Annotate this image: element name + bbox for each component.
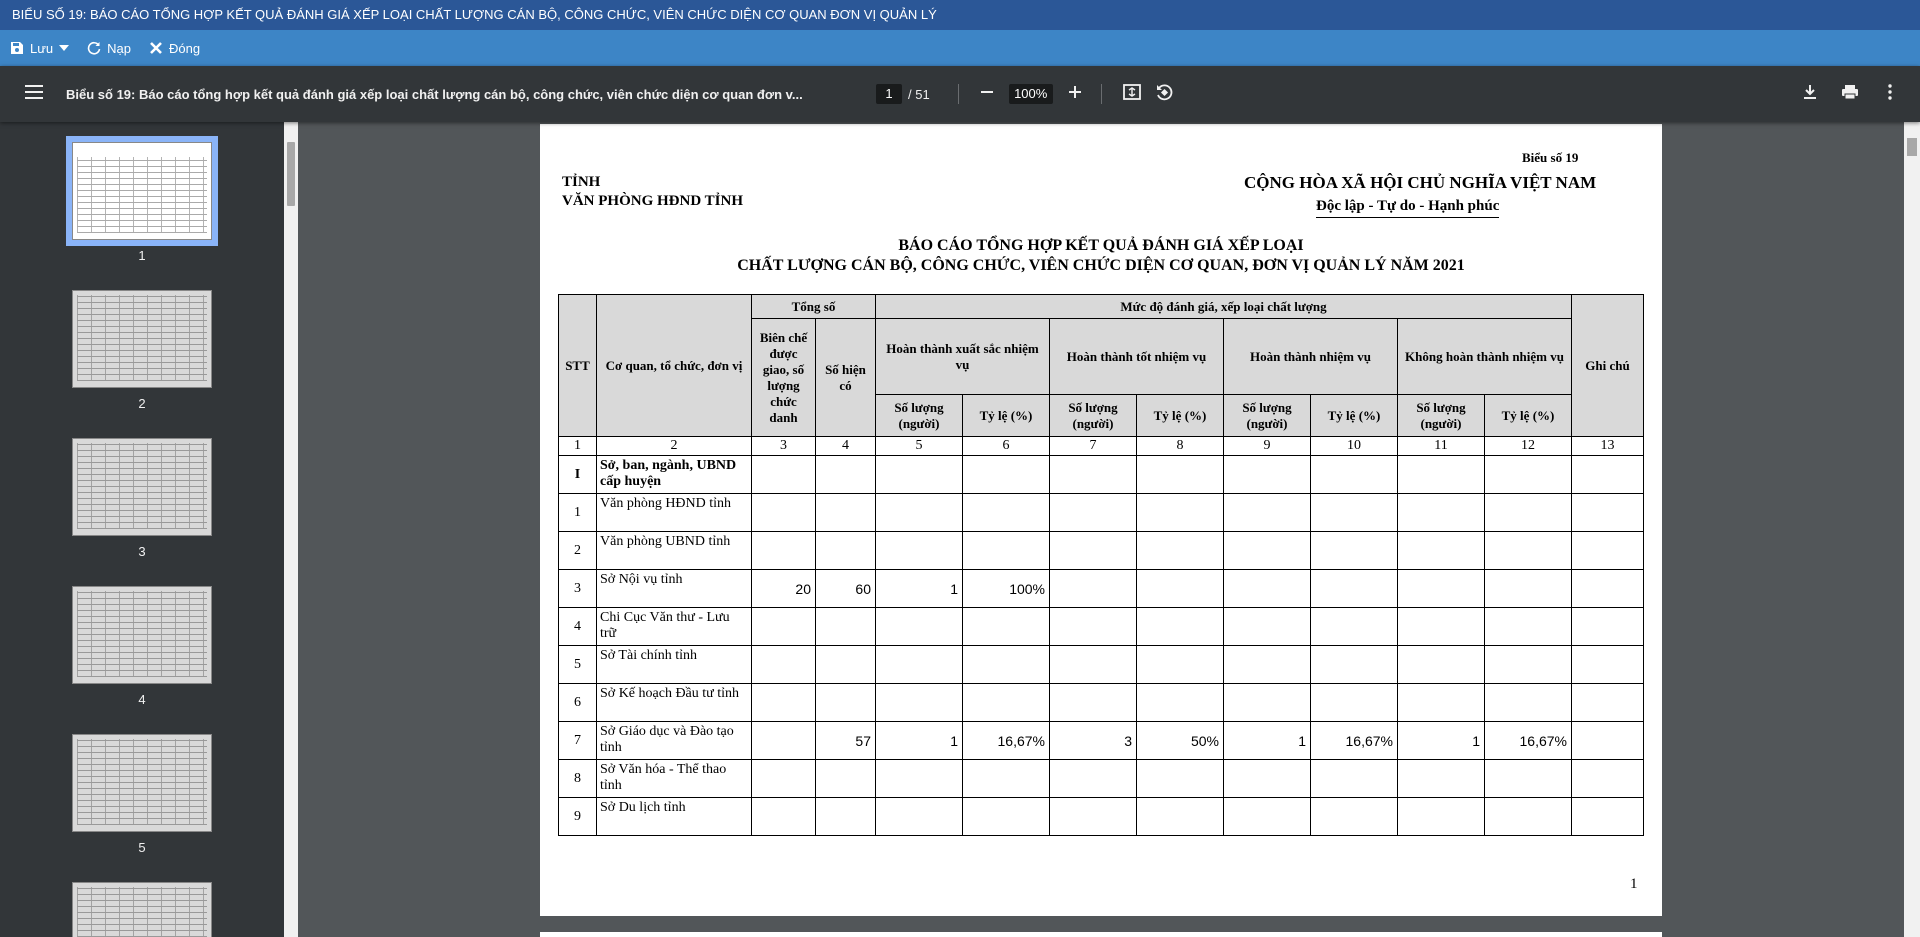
row-value-cell: 57 [816,722,876,760]
column-number-cell: 8 [1137,437,1224,456]
row-value-cell [1050,760,1137,798]
row-value-cell: 1 [876,722,963,760]
thumbnail-image [72,882,212,937]
row-value-cell [1137,798,1224,836]
right-tools [1794,78,1906,110]
app-toolbar [0,30,1920,66]
row-value-cell: 1 [1398,722,1485,760]
row-value-cell [816,646,876,684]
thumbnail-image [72,142,212,240]
form-number: Biểu số 19 [1522,150,1579,165]
report-table [558,294,1644,836]
sidebar-scrollbar[interactable] [284,122,298,937]
row-value-cell: 20 [752,570,816,608]
row-value-cell [1398,760,1485,798]
row-value-cell [816,456,876,494]
main-scrollbar-thumb[interactable] [1907,138,1917,156]
row-value-cell [963,646,1050,684]
row-value-cell [876,608,963,646]
row-value-cell [1137,608,1224,646]
save-button[interactable] [10,41,69,56]
row-value-cell [963,608,1050,646]
row-value-cell [1224,494,1311,532]
national-title: CỘNG HÒA XÃ HỘI CHỦ NGHĨA VIỆT NAM [1244,173,1597,192]
header-so-luong: Số lượng (người) [1398,395,1485,437]
row-value-cell: 3 [1050,722,1137,760]
row-stt: 6 [559,684,597,722]
row-value-cell [752,494,816,532]
table-row [559,532,1644,570]
row-value-cell [1485,456,1572,494]
row-value-cell [1572,684,1644,722]
row-value-cell [1311,684,1398,722]
row-value-cell [1485,532,1572,570]
page-thumbnail[interactable] [72,882,212,937]
table-row [559,494,1644,532]
row-stt: 9 [559,798,597,836]
row-value-cell [1485,684,1572,722]
row-value-cell: 16,67% [963,722,1050,760]
save-label: Lưu [30,40,54,56]
refresh-icon [87,41,101,55]
row-value-cell [1485,608,1572,646]
row-value-cell: 16,67% [1311,722,1398,760]
row-value-cell [963,494,1050,532]
zoom-out-button[interactable] [973,80,1001,108]
row-stt: 5 [559,646,597,684]
thumbnail-image [72,734,212,832]
row-value-cell: 60 [816,570,876,608]
page-thumbnail[interactable] [72,142,212,263]
column-number-cell: 11 [1398,437,1485,456]
row-value-cell [876,760,963,798]
next-document-page [540,932,1662,937]
close-icon [149,41,163,55]
fit-page-button[interactable] [1116,78,1148,110]
row-value-cell [1311,646,1398,684]
header-httot: Hoàn thành tốt nhiệm vụ [1050,319,1224,395]
row-value-cell [1137,684,1224,722]
row-value-cell [1572,608,1644,646]
row-value-cell [752,646,816,684]
header-so-luong: Số lượng (người) [1050,395,1137,437]
header-stt: STT [559,295,597,437]
header-ty-le: Tỷ lệ (%) [1311,395,1398,437]
row-value-cell [1572,570,1644,608]
office-label: VĂN PHÒNG HĐND TỈNH [562,193,743,209]
row-value-cell [876,532,963,570]
row-value-cell [1050,646,1137,684]
page-thumbnail[interactable] [72,586,212,707]
row-stt: 4 [559,608,597,646]
row-value-cell [1137,570,1224,608]
row-value-cell [1572,646,1644,684]
row-value-cell [1398,684,1485,722]
close-button[interactable] [149,41,200,56]
header-ht: Hoàn thành nhiệm vụ [1224,319,1398,395]
row-value-cell [963,532,1050,570]
row-value-cell [816,494,876,532]
row-value-cell [1224,570,1311,608]
row-value-cell [1311,456,1398,494]
row-value-cell [752,684,816,722]
sidebar-scrollbar-thumb[interactable] [287,142,295,206]
row-organization-name: Văn phòng HĐND tỉnh [597,494,752,532]
pdf-toolbar [0,66,1920,122]
row-value-cell [963,798,1050,836]
header-htxs: Hoàn thành xuất sắc nhiệm vụ [876,319,1050,395]
row-value-cell [1311,532,1398,570]
row-value-cell [1485,798,1572,836]
row-value-cell [1224,798,1311,836]
table-row [559,456,1644,494]
header-kht: Không hoàn thành nhiệm vụ [1398,319,1572,395]
table-row [559,646,1644,684]
row-value-cell [1224,456,1311,494]
page-number-input[interactable]: 1 [876,84,902,104]
table-row [559,798,1644,836]
row-value-cell [1572,798,1644,836]
column-number-cell: 12 [1485,437,1572,456]
thumbnail-image [72,290,212,388]
row-value-cell [1572,456,1644,494]
row-organization-name: Sở, ban, ngành, UBND cấp huyện [597,456,752,494]
row-value-cell [1137,494,1224,532]
document-title: Biểu số 19: Báo cáo tổng hợp kết quả đánh giá xếp loại chất lượng cán bộ, công chức, viên chức diện cơ quan đơn v... [66,86,803,102]
row-value-cell [1572,532,1644,570]
row-value-cell [1311,570,1398,608]
row-stt: 3 [559,570,597,608]
toolbar-divider [1101,84,1102,104]
row-value-cell [963,760,1050,798]
row-value-cell [1137,532,1224,570]
thumbnail-image [72,586,212,684]
column-number-cell: 4 [816,437,876,456]
column-number-cell: 9 [1224,437,1311,456]
row-stt: 2 [559,532,597,570]
zoom-in-button[interactable] [1061,80,1089,108]
row-value-cell [1137,760,1224,798]
rotate-icon [1155,83,1173,106]
row-organization-name: Sở Tài chính tỉnh [597,646,752,684]
row-value-cell [1224,684,1311,722]
thumbnail-label: 5 [138,840,146,855]
report-title-line2: CHẤT LƯỢNG CÁN BỘ, CÔNG CHỨC, VIÊN CHỨC DIỆN CƠ QUAN, ĐƠN VỊ QUẢN LÝ NĂM 2021 [737,257,1465,274]
row-value-cell: 100% [963,570,1050,608]
plus-icon [1068,85,1082,104]
toolbar-divider [958,84,959,104]
row-value-cell [752,760,816,798]
main-scrollbar[interactable] [1904,122,1920,937]
row-value-cell [816,608,876,646]
minus-icon [980,85,994,104]
row-value-cell [1485,494,1572,532]
row-value-cell [876,684,963,722]
national-motto: Độc lập - Tự do - Hạnh phúc [1316,198,1499,218]
row-stt: 7 [559,722,597,760]
total-pages: / 51 [908,86,930,102]
row-value-cell [1224,760,1311,798]
column-number-cell: 10 [1311,437,1398,456]
issuing-agency [562,173,743,211]
row-value-cell [1398,570,1485,608]
column-number-cell: 5 [876,437,963,456]
header-ty-le: Tỷ lệ (%) [1137,395,1224,437]
row-value-cell [876,646,963,684]
row-value-cell [876,798,963,836]
row-value-cell [1311,798,1398,836]
header-co-quan: Cơ quan, tổ chức, đơn vị [597,295,752,437]
row-stt: 8 [559,760,597,798]
row-value-cell [1311,608,1398,646]
column-number-row [559,437,1644,456]
row-value-cell [1398,798,1485,836]
row-value-cell [1572,760,1644,798]
table-row [559,684,1644,722]
row-value-cell [1398,532,1485,570]
row-value-cell: 1 [876,570,963,608]
page-thumbnail[interactable] [72,290,212,411]
rotate-button[interactable] [1148,78,1180,110]
row-value-cell [1398,456,1485,494]
page-thumbnail[interactable] [72,438,212,559]
table-row [559,570,1644,608]
table-row [559,760,1644,798]
row-value-cell [1311,760,1398,798]
row-value-cell [816,760,876,798]
row-organization-name: Sở Nội vụ tỉnh [597,570,752,608]
column-number-cell: 6 [963,437,1050,456]
thumbnail-label: 2 [138,396,146,411]
column-number-cell: 1 [559,437,597,456]
row-value-cell [963,684,1050,722]
row-value-cell [816,684,876,722]
row-value-cell [1050,684,1137,722]
row-value-cell [752,722,816,760]
thumbnail-sidebar [0,122,298,937]
row-stt: I [559,456,597,494]
row-value-cell [752,532,816,570]
row-organization-name: Sở Giáo dục và Đào tạo tỉnh [597,722,752,760]
page-number: 1 [1630,876,1638,892]
page-thumbnail[interactable] [72,734,212,855]
thumbnail-label: 4 [138,692,146,707]
floppy-icon [10,41,24,55]
row-value-cell [1224,608,1311,646]
row-value-cell [1224,532,1311,570]
row-stt: 1 [559,494,597,532]
row-value-cell [963,456,1050,494]
row-value-cell [1398,608,1485,646]
row-value-cell [1224,646,1311,684]
row-value-cell [1485,646,1572,684]
window-title: BIỂU SỐ 19: BÁO CÁO TỔNG HỢP KẾT QUẢ ĐÁNH GIÁ XẾP LOẠI CHẤT LƯỢNG CÁN BỘ, CÔNG CHỨC, VIÊN CHỨC DIỆN CƠ QUAN ĐƠN VỊ QUẢN LÝ [0,0,1920,30]
header-ty-le: Tỷ lệ (%) [1485,395,1572,437]
row-value-cell [1398,494,1485,532]
row-value-cell: 50% [1137,722,1224,760]
row-value-cell: 16,67% [1485,722,1572,760]
thumbnail-image [72,438,212,536]
header-ghi-chu: Ghi chú [1572,295,1644,437]
row-value-cell [1050,494,1137,532]
reload-button[interactable] [87,41,131,56]
row-value-cell [1485,570,1572,608]
row-organization-name: Sở Văn hóa - Thể thao tỉnh [597,760,752,798]
more-vert-icon [1888,84,1892,105]
more-options-button[interactable] [1874,78,1906,110]
caret-down-icon [59,45,69,51]
row-value-cell [1137,456,1224,494]
column-number-cell: 7 [1050,437,1137,456]
row-value-cell [1398,646,1485,684]
row-value-cell [1572,494,1644,532]
row-value-cell [1050,798,1137,836]
download-icon [1802,84,1818,105]
row-value-cell [816,532,876,570]
download-button[interactable] [1794,78,1826,110]
page-control [876,84,936,104]
document-page [540,124,1662,916]
row-value-cell [752,798,816,836]
print-icon [1841,84,1859,105]
row-value-cell [1050,570,1137,608]
row-value-cell: 1 [1224,722,1311,760]
header-tong-so: Tổng số [752,295,876,319]
row-value-cell [816,798,876,836]
row-organization-name: Văn phòng UBND tỉnh [597,532,752,570]
row-value-cell [1050,456,1137,494]
row-value-cell [1050,532,1137,570]
column-number-cell: 3 [752,437,816,456]
table-row [559,608,1644,646]
close-label: Đóng [169,40,201,56]
header-muc-do: Mức độ đánh giá, xếp loại chất lượng [876,295,1572,319]
thumbnail-label: 1 [138,248,146,263]
zoom-level-input[interactable]: 100% [1009,84,1053,104]
row-value-cell [1137,646,1224,684]
column-number-cell: 2 [597,437,752,456]
row-value-cell [876,494,963,532]
row-organization-name: Sở Du lịch tỉnh [597,798,752,836]
header-ty-le: Tỷ lệ (%) [963,395,1050,437]
province-label: TỈNH [562,174,601,190]
row-organization-name: Chi Cục Văn thư - Lưu trữ [597,608,752,646]
table-row [559,722,1644,760]
column-number-cell: 13 [1572,437,1644,456]
row-organization-name: Sở Kế hoạch Đầu tư tỉnh [597,684,752,722]
row-value-cell [876,456,963,494]
header-so-hien-co: Số hiện có [816,319,876,437]
print-button[interactable] [1834,78,1866,110]
row-value-cell [1572,722,1644,760]
row-value-cell [752,456,816,494]
row-value-cell [1311,494,1398,532]
row-value-cell [752,608,816,646]
row-value-cell [1050,608,1137,646]
header-so-luong: Số lượng (người) [876,395,963,437]
row-value-cell [1485,760,1572,798]
header-so-luong: Số lượng (người) [1224,395,1311,437]
reload-label: Nạp [107,40,132,56]
thumbnail-label: 3 [138,544,146,559]
menu-button[interactable] [16,76,52,112]
hamburger-icon [25,85,43,104]
report-title-line1: BÁO CÁO TỔNG HỢP KẾT QUẢ ĐÁNH GIÁ XẾP LOẠI [898,237,1304,254]
fit-page-icon [1123,83,1141,106]
header-bien-che: Biên chế được giao, số lượng chức danh [752,319,816,437]
